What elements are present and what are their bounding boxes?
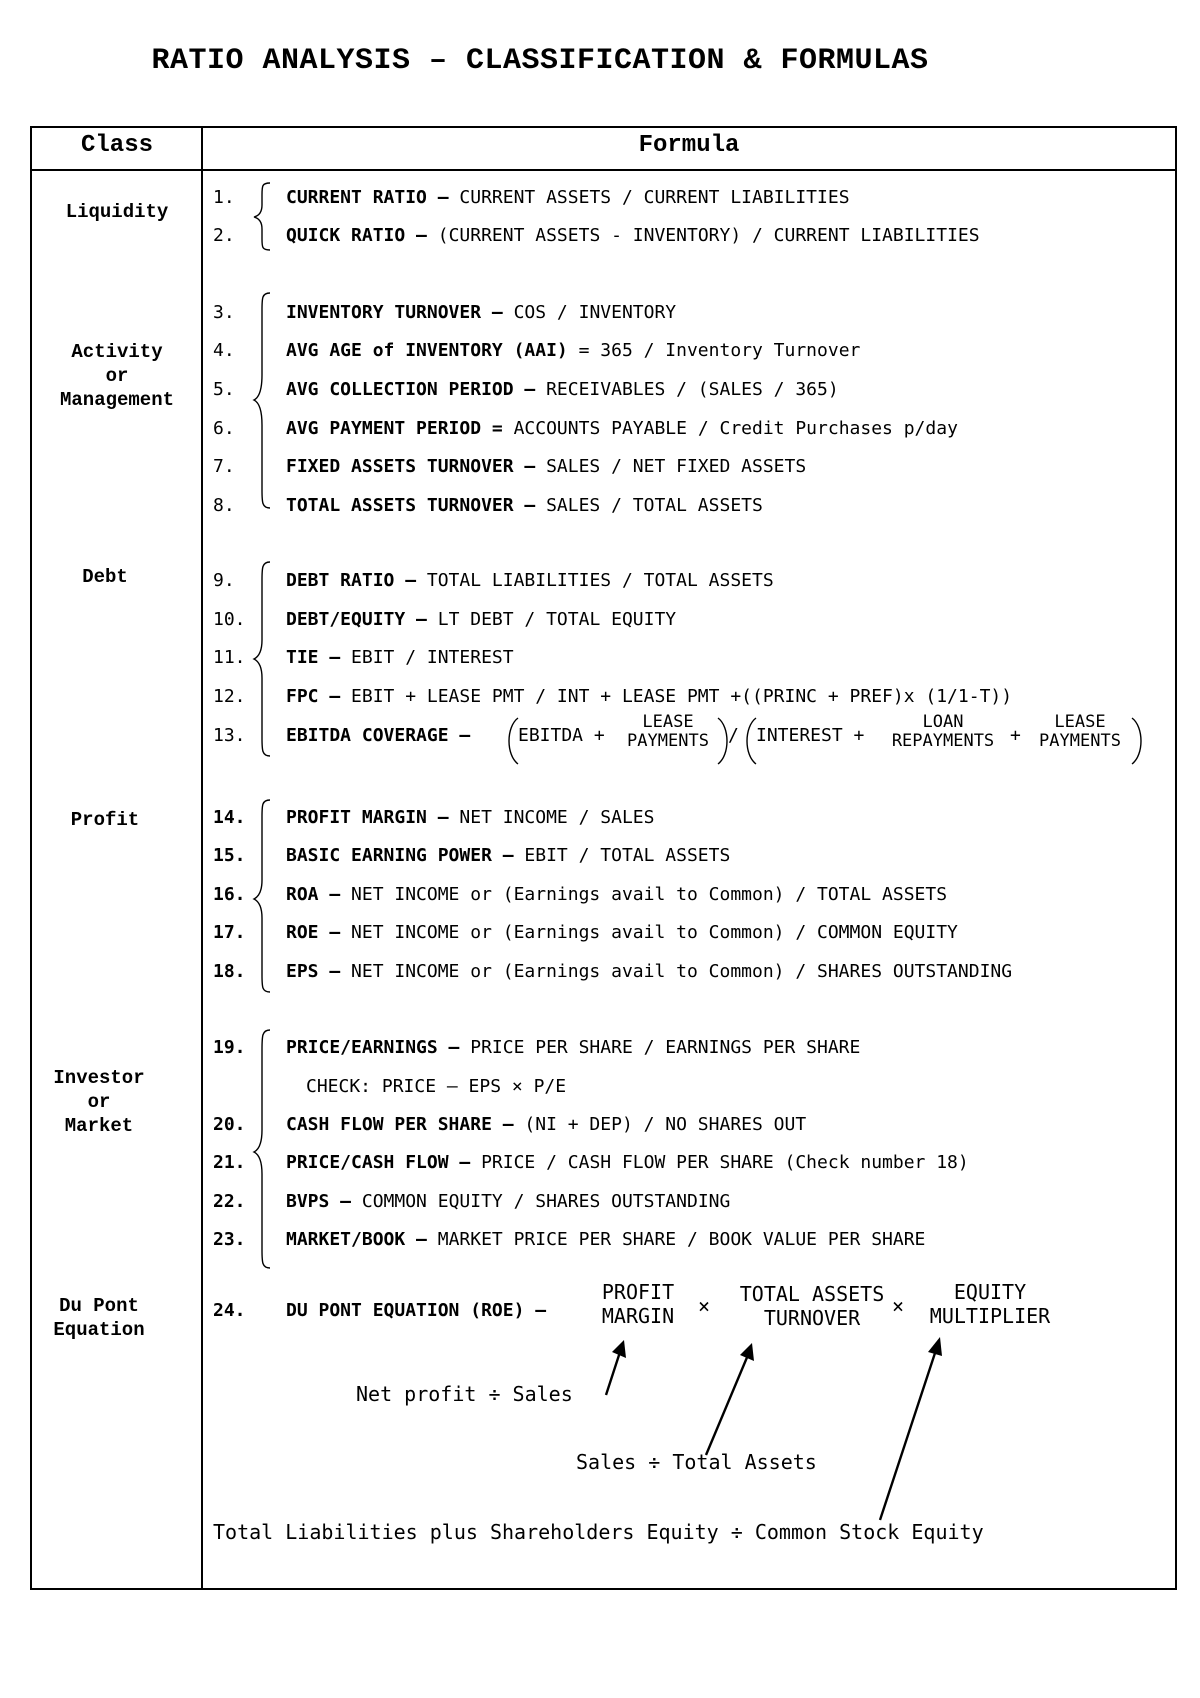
header-class: Class [80,132,153,159]
ratio-name: TOTAL ASSETS TURNOVER – [286,495,536,516]
brace-activity [254,293,270,508]
ratio-name: PRICE/CASH FLOW – [286,1152,471,1173]
dupont-note-equity: Total Liabilities plus Shareholders Equity ÷ Common Stock Equity [213,1520,984,1544]
ratio-name: DEBT/EQUITY – [286,609,427,630]
row-number: 1. [213,187,235,208]
ratio-name: QUICK RATIO – [286,225,427,246]
dupont-margin: MARGIN [601,1304,675,1328]
row-number: 16. [213,884,246,905]
class-activity: Activity or Management [59,341,175,411]
ratio-name: EPS – [286,961,341,982]
dupont-times-1: × [698,1294,711,1318]
ratio-formula: EBIT / TOTAL ASSETS [513,845,731,866]
class-dupont: Du Pont Equation [53,1295,145,1341]
ratio-formula: TOTAL LIABILITIES / TOTAL ASSETS [416,570,774,591]
ratio-name: PRICE/EARNINGS – [286,1037,460,1058]
ratio-formula: PRICE PER SHARE / EARNINGS PER SHARE [459,1037,861,1058]
dupont-profit: PROFIT [601,1280,675,1304]
class-investor: Investor or Market [53,1067,145,1137]
ratio-name: FIXED ASSETS TURNOVER – [286,456,536,477]
ratio-name: CURRENT RATIO – [286,187,449,208]
ebitda-payments-2: PAYMENTS [1039,731,1121,751]
dupont-note-sales: Sales ÷ Total Assets [576,1450,817,1474]
ratio-formula: RECEIVABLES / (SALES / 365) [535,379,839,400]
ratio-formula: ACCOUNTS PAYABLE / Credit Purchases p/day [502,418,958,439]
paren-interest-close [1132,718,1141,764]
row-number: 19. [213,1037,246,1058]
row-number: 6. [213,418,235,439]
ratio-formula: LT DEBT / TOTAL EQUITY [426,609,677,630]
brace-debt [254,562,270,756]
ratio-formula: CURRENT ASSETS / CURRENT LIABILITIES [448,187,850,208]
paren-ebitda-close [718,718,727,764]
ratio-formula: (NI + DEP) / NO SHARES OUT [513,1114,807,1135]
ratio-name: BASIC EARNING POWER – [286,845,514,866]
arrow-equity-head [928,1337,942,1356]
ratio-name: CASH FLOW PER SHARE – [286,1114,514,1135]
row-number: 9. [213,570,235,591]
ebitda-plus2: + [1010,725,1021,746]
paren-interest-open [747,718,756,764]
ratio-name: MARKET/BOOK – [286,1229,427,1250]
ratio-name: AVG AGE of INVENTORY (AAI) [286,340,568,361]
ratio-name: AVG PAYMENT PERIOD = [286,418,503,439]
ratio-formula: EBIT / INTEREST [340,647,514,668]
row-number: 10. [213,609,246,630]
paren-ebitda-open [509,718,518,764]
row-number: 12. [213,686,246,707]
ratio-formula: EBIT + LEASE PMT / INT + LEASE PMT +((PRINC + PREF)x (1/1-T)) [340,686,1013,707]
ebitda-loan: LOAN [922,712,964,732]
class-debt: Debt [82,566,128,588]
header-formula: Formula [638,132,740,159]
ratio-name: INVENTORY TURNOVER – [286,302,503,323]
dupont-eq2: MULTIPLIER [929,1304,1051,1328]
ratio-formula: PRICE / CASH FLOW PER SHARE (Check number 18) [470,1152,969,1173]
arrow-profit-line [606,1352,620,1395]
row-number: 4. [213,340,235,361]
brace-investor [254,1030,270,1268]
row-number: 11. [213,647,246,668]
row-number: 7. [213,456,235,477]
ebitda-lease-2: LEASE [1054,712,1106,732]
ratio-formula: SALES / NET FIXED ASSETS [535,456,807,477]
arrow-equity-line [880,1350,936,1520]
row-number: 2. [213,225,235,246]
class-profit: Profit [70,809,140,831]
ebitda-payments: PAYMENTS [627,731,709,751]
ratio-formula: NET INCOME or (Earnings avail to Common) / TOTAL ASSETS [340,884,948,905]
ebitda-repayments: REPAYMENTS [891,731,995,751]
row-number: 15. [213,845,246,866]
row-number: 24. [213,1300,246,1321]
ratio-formula: = 365 / Inventory Turnover [567,340,861,361]
dupont-tat2: TURNOVER [763,1306,861,1330]
ratio-formula: COMMON EQUITY / SHARES OUTSTANDING [351,1191,731,1212]
ebitda-plus: EBITDA + [518,725,605,746]
dupont-tat1: TOTAL ASSETS [739,1282,885,1306]
row-number: 22. [213,1191,246,1212]
ebitda-lease: LEASE [642,712,694,732]
row-number: 18. [213,961,246,982]
ratio-formula: SALES / TOTAL ASSETS [535,495,763,516]
row-number: 13. [213,725,246,746]
row-number: 8. [213,495,235,516]
ratio-formula: NET INCOME or (Earnings avail to Common) / SHARES OUTSTANDING [340,961,1013,982]
ratio-formula: COS / INVENTORY [502,302,677,323]
ratio-formula: NET INCOME or (Earnings avail to Common) / COMMON EQUITY [340,922,958,943]
brace-profit [254,800,270,992]
ratio-name: PROFIT MARGIN – [286,807,449,828]
ratio-name: ROE – [286,922,341,943]
dupont-note-profit: Net profit ÷ Sales [356,1382,573,1406]
arrow-tat-line [706,1355,748,1455]
ratio-formula: (CURRENT ASSETS - INVENTORY) / CURRENT LIABILITIES [426,225,980,246]
row-number: 14. [213,807,246,828]
ratio-name: BVPS – [286,1191,352,1212]
ratio-name: AVG COLLECTION PERIOD – [286,379,536,400]
dupont-times-2: × [892,1294,905,1318]
class-liquidity: Liquidity [65,201,169,223]
row-number: 23. [213,1229,246,1250]
ratio-name: ROA – [286,884,341,905]
brace-liquidity [254,183,270,250]
ratio-name: DU PONT EQUATION (ROE) – [286,1300,547,1321]
page-title: RATIO ANALYSIS – CLASSIFICATION & FORMULAS [151,44,929,78]
ebitda-interest: INTEREST + [756,725,865,746]
ratio-name: EBITDA COVERAGE – [286,725,471,746]
pe-check: CHECK: PRICE – EPS × P/E [306,1076,567,1097]
row-number: 20. [213,1114,246,1135]
ratio-formula: MARKET PRICE PER SHARE / BOOK VALUE PER SHARE [426,1229,926,1250]
ratio-formula: NET INCOME / SALES [448,807,655,828]
row-number: 5. [213,379,235,400]
dupont-eq1: EQUITY [953,1280,1027,1304]
ratio-name: DEBT RATIO – [286,570,417,591]
ratio-name: FPC – [286,686,341,707]
ratio-name: TIE – [286,647,341,668]
ebitda-slash: / [728,725,739,746]
row-number: 21. [213,1152,246,1173]
row-number: 3. [213,302,235,323]
row-number: 17. [213,922,246,943]
